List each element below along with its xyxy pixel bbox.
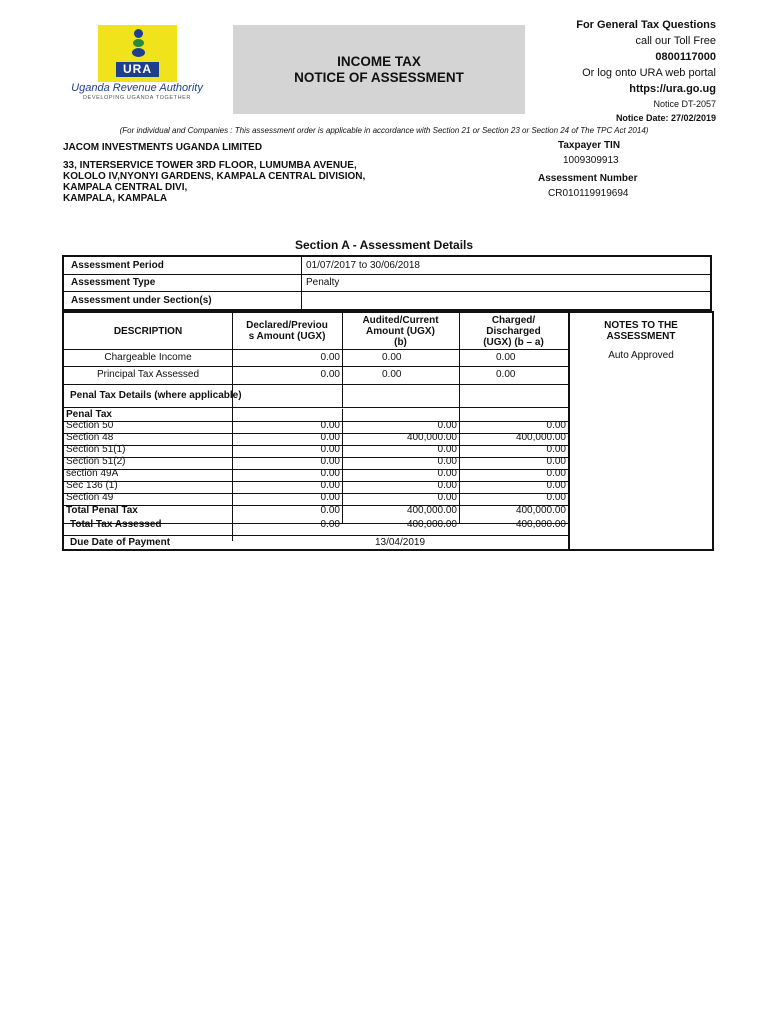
tin-value: 1009309913 bbox=[563, 155, 619, 166]
assessment-number-label: Assessment Number bbox=[538, 173, 638, 184]
penal-audited: 0.00 bbox=[437, 492, 457, 503]
taxpayer-name: JACOM INVESTMENTS UGANDA LIMITED bbox=[63, 142, 263, 153]
penal-charged: 0.00 bbox=[546, 468, 566, 479]
notice-number: Notice DT-2057 bbox=[653, 99, 716, 109]
total-penal-label: Total Penal Tax bbox=[66, 505, 138, 516]
total-assessed-declared: 0.00 bbox=[320, 519, 340, 530]
header-audited bbox=[342, 313, 459, 349]
notes-value: Auto Approved bbox=[608, 350, 674, 361]
penal-description: Section 48 bbox=[66, 432, 114, 443]
row-value: 01/07/2017 to 30/06/2018 bbox=[306, 259, 420, 271]
table-row bbox=[64, 275, 710, 293]
row-description: Principal Tax Assessed bbox=[96, 369, 200, 380]
section-a-title: Section A - Assessment Details bbox=[294, 238, 474, 252]
penal-charged: 400,000.00 bbox=[515, 432, 566, 443]
contact-line1: call our Toll Free bbox=[635, 35, 716, 47]
row-value: Penalty bbox=[306, 277, 340, 289]
penal-description: Section 50 bbox=[66, 420, 114, 431]
total-penal-audited: 400,000.00 bbox=[406, 505, 457, 516]
penal-audited: 0.00 bbox=[437, 456, 457, 467]
penal-description: Section 51(1) bbox=[66, 444, 126, 455]
penal-charged: 0.00 bbox=[546, 456, 566, 467]
due-date-value: 13/04/2019 bbox=[374, 537, 426, 548]
header-declared-line: Declared/Previou bbox=[246, 320, 328, 331]
assessment-details-table bbox=[62, 255, 712, 311]
penal-audited: 0.00 bbox=[437, 468, 457, 479]
penal-description: Section 51(2) bbox=[66, 456, 126, 467]
total-penal-charged: 400,000.00 bbox=[515, 505, 566, 516]
penal-audited: 400,000.00 bbox=[406, 432, 457, 443]
penal-declared: 0.00 bbox=[320, 480, 340, 491]
total-assessed-label: Total Tax Assessed bbox=[70, 519, 162, 530]
row-label: Assessment under Section(s) bbox=[64, 292, 302, 309]
header-charged-line: Discharged bbox=[486, 325, 541, 337]
address-line: KAMPALA, KAMPALA bbox=[63, 193, 168, 204]
header-notes-line: NOTES TO THE bbox=[604, 320, 678, 331]
penal-heading: Penal Tax Details (where applicable) bbox=[70, 390, 242, 401]
logo-emblem bbox=[98, 25, 177, 82]
row-charged: 0.00 bbox=[496, 352, 516, 363]
assessment-table bbox=[62, 311, 714, 551]
penal-audited: 0.00 bbox=[437, 420, 457, 431]
penal-declared: 0.00 bbox=[320, 492, 340, 503]
row-audited: 0.00 bbox=[382, 352, 402, 363]
notice-date: Notice Date: 27/02/2019 bbox=[615, 113, 716, 123]
applicability-note: (For individual and Companies : This assessment order is applicable in accordance with Section 21 or Section 23 or Section 24 of The TPC Act 2014) bbox=[119, 126, 649, 135]
logo-name: Uganda Revenue Authority bbox=[71, 82, 203, 94]
penal-charged: 0.00 bbox=[546, 480, 566, 491]
contact-line2: Or log onto URA web portal bbox=[582, 67, 716, 79]
assessment-number-value: CR010119919694 bbox=[548, 188, 629, 199]
penal-audited: 0.00 bbox=[437, 444, 457, 455]
penal-declared: 0.00 bbox=[320, 468, 340, 479]
row-value bbox=[302, 292, 306, 309]
penal-subheading: Penal Tax bbox=[66, 409, 112, 420]
header-notes bbox=[570, 315, 712, 347]
row-label: Assessment Type bbox=[64, 275, 302, 292]
row-charged: 0.00 bbox=[496, 369, 516, 380]
row-declared: 0.00 bbox=[320, 369, 340, 380]
title-line-1: INCOME TAX bbox=[337, 53, 421, 69]
address-line: 33, INTERSERVICE TOWER 3RD FLOOR, LUMUMBA AVENUE, bbox=[63, 160, 357, 171]
logo-tagline: DEVELOPING UGANDA TOGETHER bbox=[82, 95, 191, 101]
header-declared bbox=[232, 316, 342, 346]
row-description: Chargeable Income bbox=[104, 352, 192, 363]
penal-declared: 0.00 bbox=[320, 444, 340, 455]
contact-info bbox=[576, 17, 716, 125]
penal-declared: 0.00 bbox=[320, 420, 340, 431]
header-description: DESCRIPTION bbox=[113, 325, 183, 337]
contact-phone: 0800117000 bbox=[655, 51, 716, 63]
total-assessed-charged: 400,000.00 bbox=[515, 519, 566, 530]
header-audited-line: (b) bbox=[394, 336, 407, 348]
contact-heading: For General Tax Questions bbox=[576, 19, 716, 31]
header-declared-line: s Amount (UGX) bbox=[248, 331, 326, 342]
address-line: KOLOLO IV,NYONYI GARDENS, KAMPALA CENTRAL DIVISION, bbox=[63, 171, 366, 182]
penal-charged: 0.00 bbox=[546, 420, 566, 431]
taxpayer-address bbox=[63, 160, 365, 204]
tin-label: Taxpayer TIN bbox=[558, 140, 621, 151]
table-row bbox=[64, 292, 710, 309]
header-audited-line: Audited/Current bbox=[362, 314, 439, 326]
address-line: KAMPALA CENTRAL DIVI, bbox=[63, 182, 188, 193]
penal-description: Section 49 bbox=[66, 492, 114, 503]
penal-description: Sec 136 (1) bbox=[66, 480, 118, 491]
penal-declared: 0.00 bbox=[320, 456, 340, 467]
table-row bbox=[64, 257, 710, 275]
penal-declared: 0.00 bbox=[320, 432, 340, 443]
row-audited: 0.00 bbox=[382, 369, 402, 380]
penal-description: section 49A bbox=[66, 468, 119, 479]
logo-badge: URA bbox=[116, 62, 159, 77]
contact-url[interactable]: https://ura.go.ug bbox=[629, 83, 716, 95]
due-date-label: Due Date of Payment bbox=[70, 537, 171, 548]
title-line-2: NOTICE OF ASSESSMENT bbox=[294, 69, 464, 85]
row-label: Assessment Period bbox=[64, 257, 302, 274]
total-penal-declared: 0.00 bbox=[320, 505, 340, 516]
header-charged-line: (UGX) (b – a) bbox=[483, 336, 544, 348]
penal-charged: 0.00 bbox=[546, 492, 566, 503]
header-audited-line: Amount (UGX) bbox=[366, 325, 435, 337]
row-declared: 0.00 bbox=[320, 352, 340, 363]
total-assessed-audited: 400,000.00 bbox=[406, 519, 457, 530]
header-charged bbox=[459, 313, 568, 349]
penal-audited: 0.00 bbox=[437, 480, 457, 491]
document-title bbox=[233, 25, 525, 114]
header-notes-line: ASSESSMENT bbox=[606, 331, 676, 342]
penal-charged: 0.00 bbox=[546, 444, 566, 455]
ura-logo bbox=[54, 22, 220, 104]
header-charged-line: Charged/ bbox=[491, 314, 536, 326]
